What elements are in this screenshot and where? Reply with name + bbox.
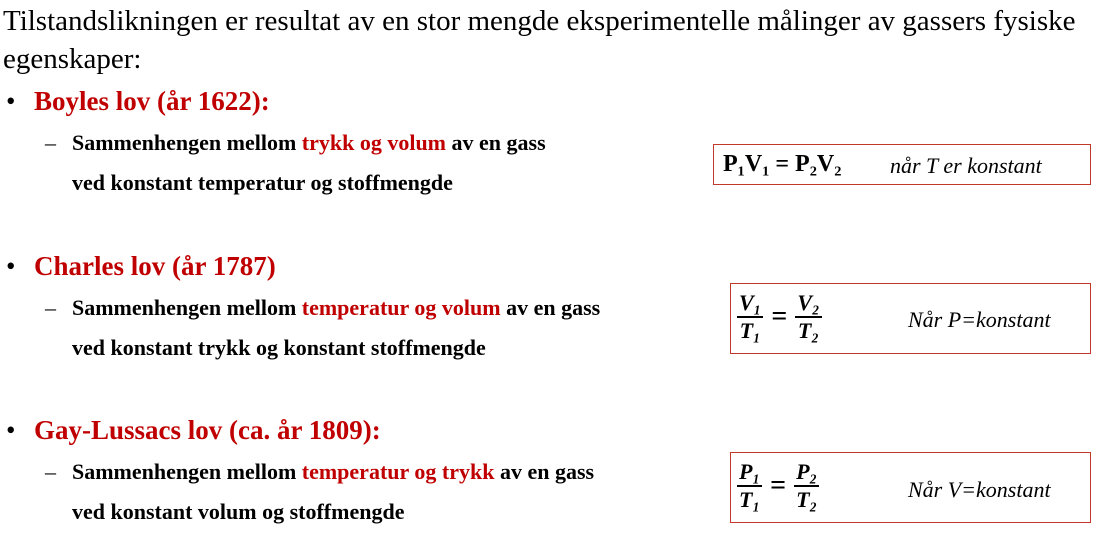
description-line-2: ved konstant trykk og konstant stoffmengde <box>72 335 486 360</box>
law-name: Gay-Lussacs lov (ca. år 1809): <box>34 415 381 445</box>
law-heading-charles <box>6 251 276 282</box>
fraction-left: $\frac{\text{P₁}}{\text{T₁}}$ <box>739 459 761 512</box>
dash: – <box>45 295 56 320</box>
dash: – <box>45 459 56 484</box>
law-description-gay-lussac <box>0 459 720 529</box>
intro-paragraph: Tilstandslikningen er resultat av en stor mengde eksperimentelle målinger av gassers fysiske egenskaper: <box>3 5 1076 75</box>
dash: – <box>45 130 56 155</box>
fraction-right: $\frac{\text{V₂}}{\text{T₂}}$ <box>797 290 820 343</box>
formula-charles <box>737 290 822 344</box>
condition-boyle: når T er konstant <box>890 153 1042 178</box>
formula-boyle: P₁V₁ = P₂V₂ <box>723 151 842 177</box>
law-description-charles <box>0 295 720 365</box>
bullet: • <box>6 86 16 116</box>
description-line-1: Sammenhengen mellom temperatur og trykk av en gass <box>72 459 595 484</box>
condition-gay-lussac: Når V=konstant <box>908 477 1051 502</box>
law-name: Charles lov (år 1787) <box>34 251 276 281</box>
formula-gay-lussac <box>737 459 819 513</box>
description-line-2: ved konstant volum og stoffmengde <box>72 499 405 524</box>
description-line-1: Sammenhengen mellom temperatur og volum av en gass <box>72 295 601 320</box>
formula-box-gay-lussac <box>730 452 1091 523</box>
description-line-2: ved konstant temperatur og stoffmengde <box>72 170 453 195</box>
equals-sign: = <box>771 301 788 332</box>
description-line-1: Sammenhengen mellom trykk og volum av en gass <box>72 130 546 155</box>
bullet: • <box>6 251 16 281</box>
law-description-boyle <box>0 130 700 200</box>
fraction-left: $\frac{\text{V₁}}{\text{T₁}}$ <box>739 290 762 343</box>
fraction-right: $\frac{\text{P₂}}{\text{T₂}}$ <box>796 459 818 512</box>
law-heading-gay-lussac <box>6 415 381 446</box>
equals-sign: = <box>770 470 787 501</box>
condition-charles: Når P=konstant <box>908 307 1051 332</box>
formula-box-boyle <box>713 144 1091 185</box>
bullet: • <box>6 415 16 445</box>
law-heading-boyle <box>6 86 270 117</box>
law-name: Boyles lov (år 1622): <box>34 86 270 116</box>
formula-box-charles <box>730 283 1091 354</box>
